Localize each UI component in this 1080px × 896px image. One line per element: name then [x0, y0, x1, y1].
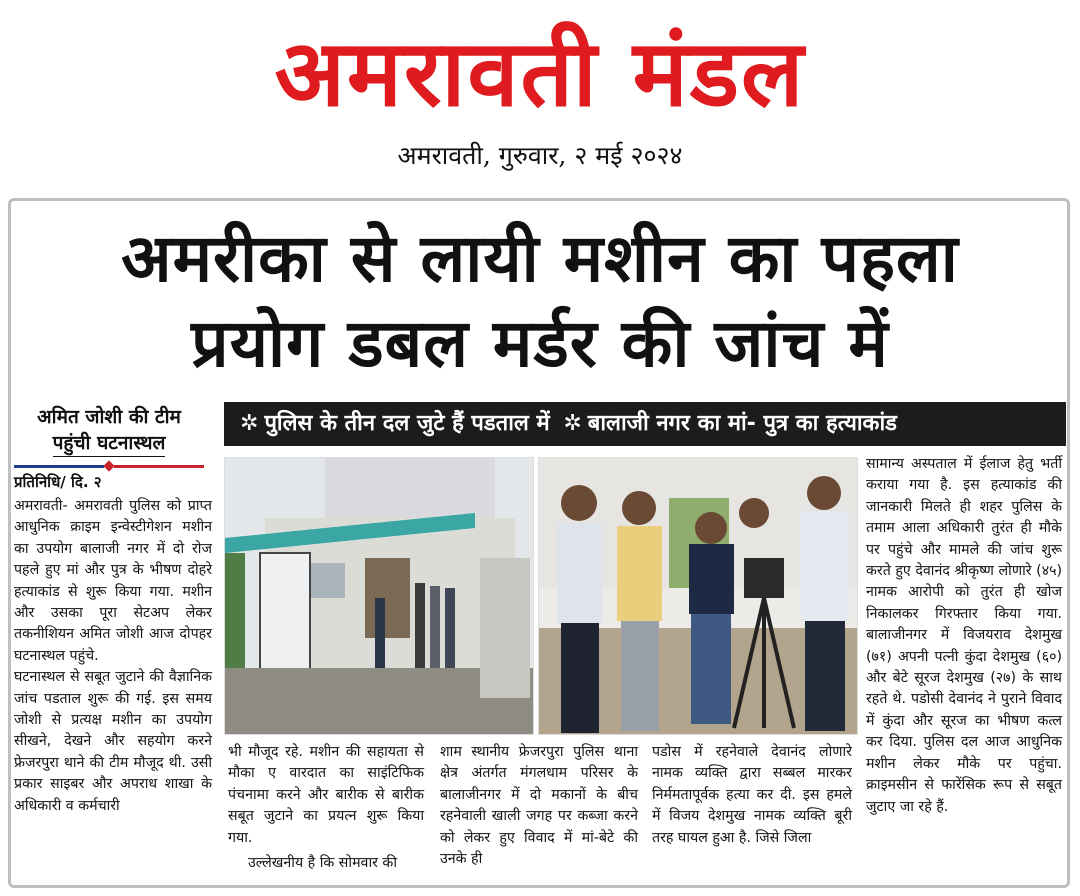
subheadline-part-1: पुलिस के तीन दल जुटे हैं पडताल में [264, 411, 550, 436]
headline-line-1: अमरीका से लायी मशीन का पहला [121, 220, 959, 297]
paragraph: उल्लेखनीय है कि सोमवार की [248, 855, 398, 872]
dateline: अमरावती, गुरुवार, २ मई २०२४ [397, 141, 683, 170]
byline: प्रतिनिधि/ दि. २ [14, 473, 102, 491]
paragraph: अमरावती- अमरावती पुलिस को प्राप्त आधुनिक क्राइम इन्वेस्टीगेशन मशीन का उपयोग बालाजी नगर में दो रोज पहले हुए मां और पुत्र के भीषण दोहरे हत्याकांड से शुरू किया गया. मशीन और उसका पूरा सेटअप लेकर तकनीशियन अमित जोशी आज दोपहर घटनास्थल पहुंचे. [14, 498, 212, 664]
asterisk-icon: ✲ [240, 411, 259, 436]
masthead [0, 0, 1080, 196]
article-column-2 [228, 742, 424, 874]
side-heading-line-2: पहुंची घटनास्थल [53, 430, 166, 457]
ornamental-divider [14, 465, 204, 469]
paragraph: पडोस में रहनेवाले देवानंद लोणारे नामक व्यक्ति द्वारा सब्बल मारकर निर्ममतापूर्वक हत्या कर दी. इस हमले में विजय देशमुख नामक व्यक्ति बूरी तरह घायल हुआ है. जिसे जिला [652, 744, 852, 846]
side-heading-line-1: अमित जोशी की टीम [37, 406, 181, 428]
headline-line-2: प्रयोग डबल मर्डर की जांच में [191, 305, 889, 382]
article-column-5 [866, 454, 1062, 818]
article-column-4 [652, 742, 852, 849]
team-scene-image [539, 458, 858, 735]
paragraph: घटनास्थल से सबूत जुटाने की वैज्ञानिक जांच पडताल शुरू की गई. इस समय जोशी से प्रत्यक्ष मशीन का उपयोग सीखने, देखने और सहयोग करने फ्रेजरपुरा थाने की टीम मौजूद थी. उसी प्रकार साइबर और अपराध शाखा के अधिकारी व कर्मचारी [14, 669, 212, 814]
house-scene-image [225, 458, 534, 735]
photo-team-with-scanner [538, 457, 858, 735]
subheadline-bar [224, 402, 1066, 446]
paragraph: शाम स्थानीय फ्रेजरपुरा पुलिस थाना क्षेत्र अंतर्गत मंगलधाम परिसर के बालाजीनगर में दो मकानों के बीच रहनेवाली खाली जगह पर कब्जा करने को लेकर हुए विवाद में मां-बेटे की उनके ही [440, 744, 638, 868]
subheadline-part-2: बालाजी नगर का मां- पुत्र का हत्याकांड [587, 411, 897, 436]
paragraph: सामान्य अस्पताल में ईलाज हेतु भर्ती कराया गया है. इस हत्याकांड की जानकारी मिलते ही शहर पुलिस के तमाम आला अधिकारी तुरंत ही मौके पर पहुंचे और मामले की जांच शुरू करते हुए देवानंद श्रीकृष्ण लोणारे (४५) नामक आरोपी को तुरंत ही खोज निकालकर गिरफ्तार किया गया. बालाजीनगर में विजयराव देशमुख (७१) अपनी पत्नी कुंदा देशमुख (६०) और बेटे सूरज देशमुख (२७) के साथ रहते थे. पडोसी देवानंद ने पुराने विवाद में कुंदा और सूरज का भीषण कत्ल कर दिया. पुलिस दल आज आधुनिक मशीन लेकर मौके पर पहुंचा. क्राइमसीन से फारेंसिक रूप से सबूत जुटाए जा रहे हैं. [866, 456, 1062, 815]
side-heading [14, 404, 204, 457]
paragraph: भी मौजूद रहे. मशीन की सहायता से मौका ए वारदात का साइंटिफिक पंचनामा करने और बारीक से बारीक सबूत जुटाने का प्रयत्न शुरू किया गया. [228, 744, 424, 846]
article-column-1 [14, 496, 212, 817]
photo-house-exterior [224, 457, 534, 735]
article-column-3 [440, 742, 638, 870]
asterisk-icon: ✲ [563, 411, 582, 436]
newspaper-name: अमरावती मंडल [274, 20, 806, 127]
